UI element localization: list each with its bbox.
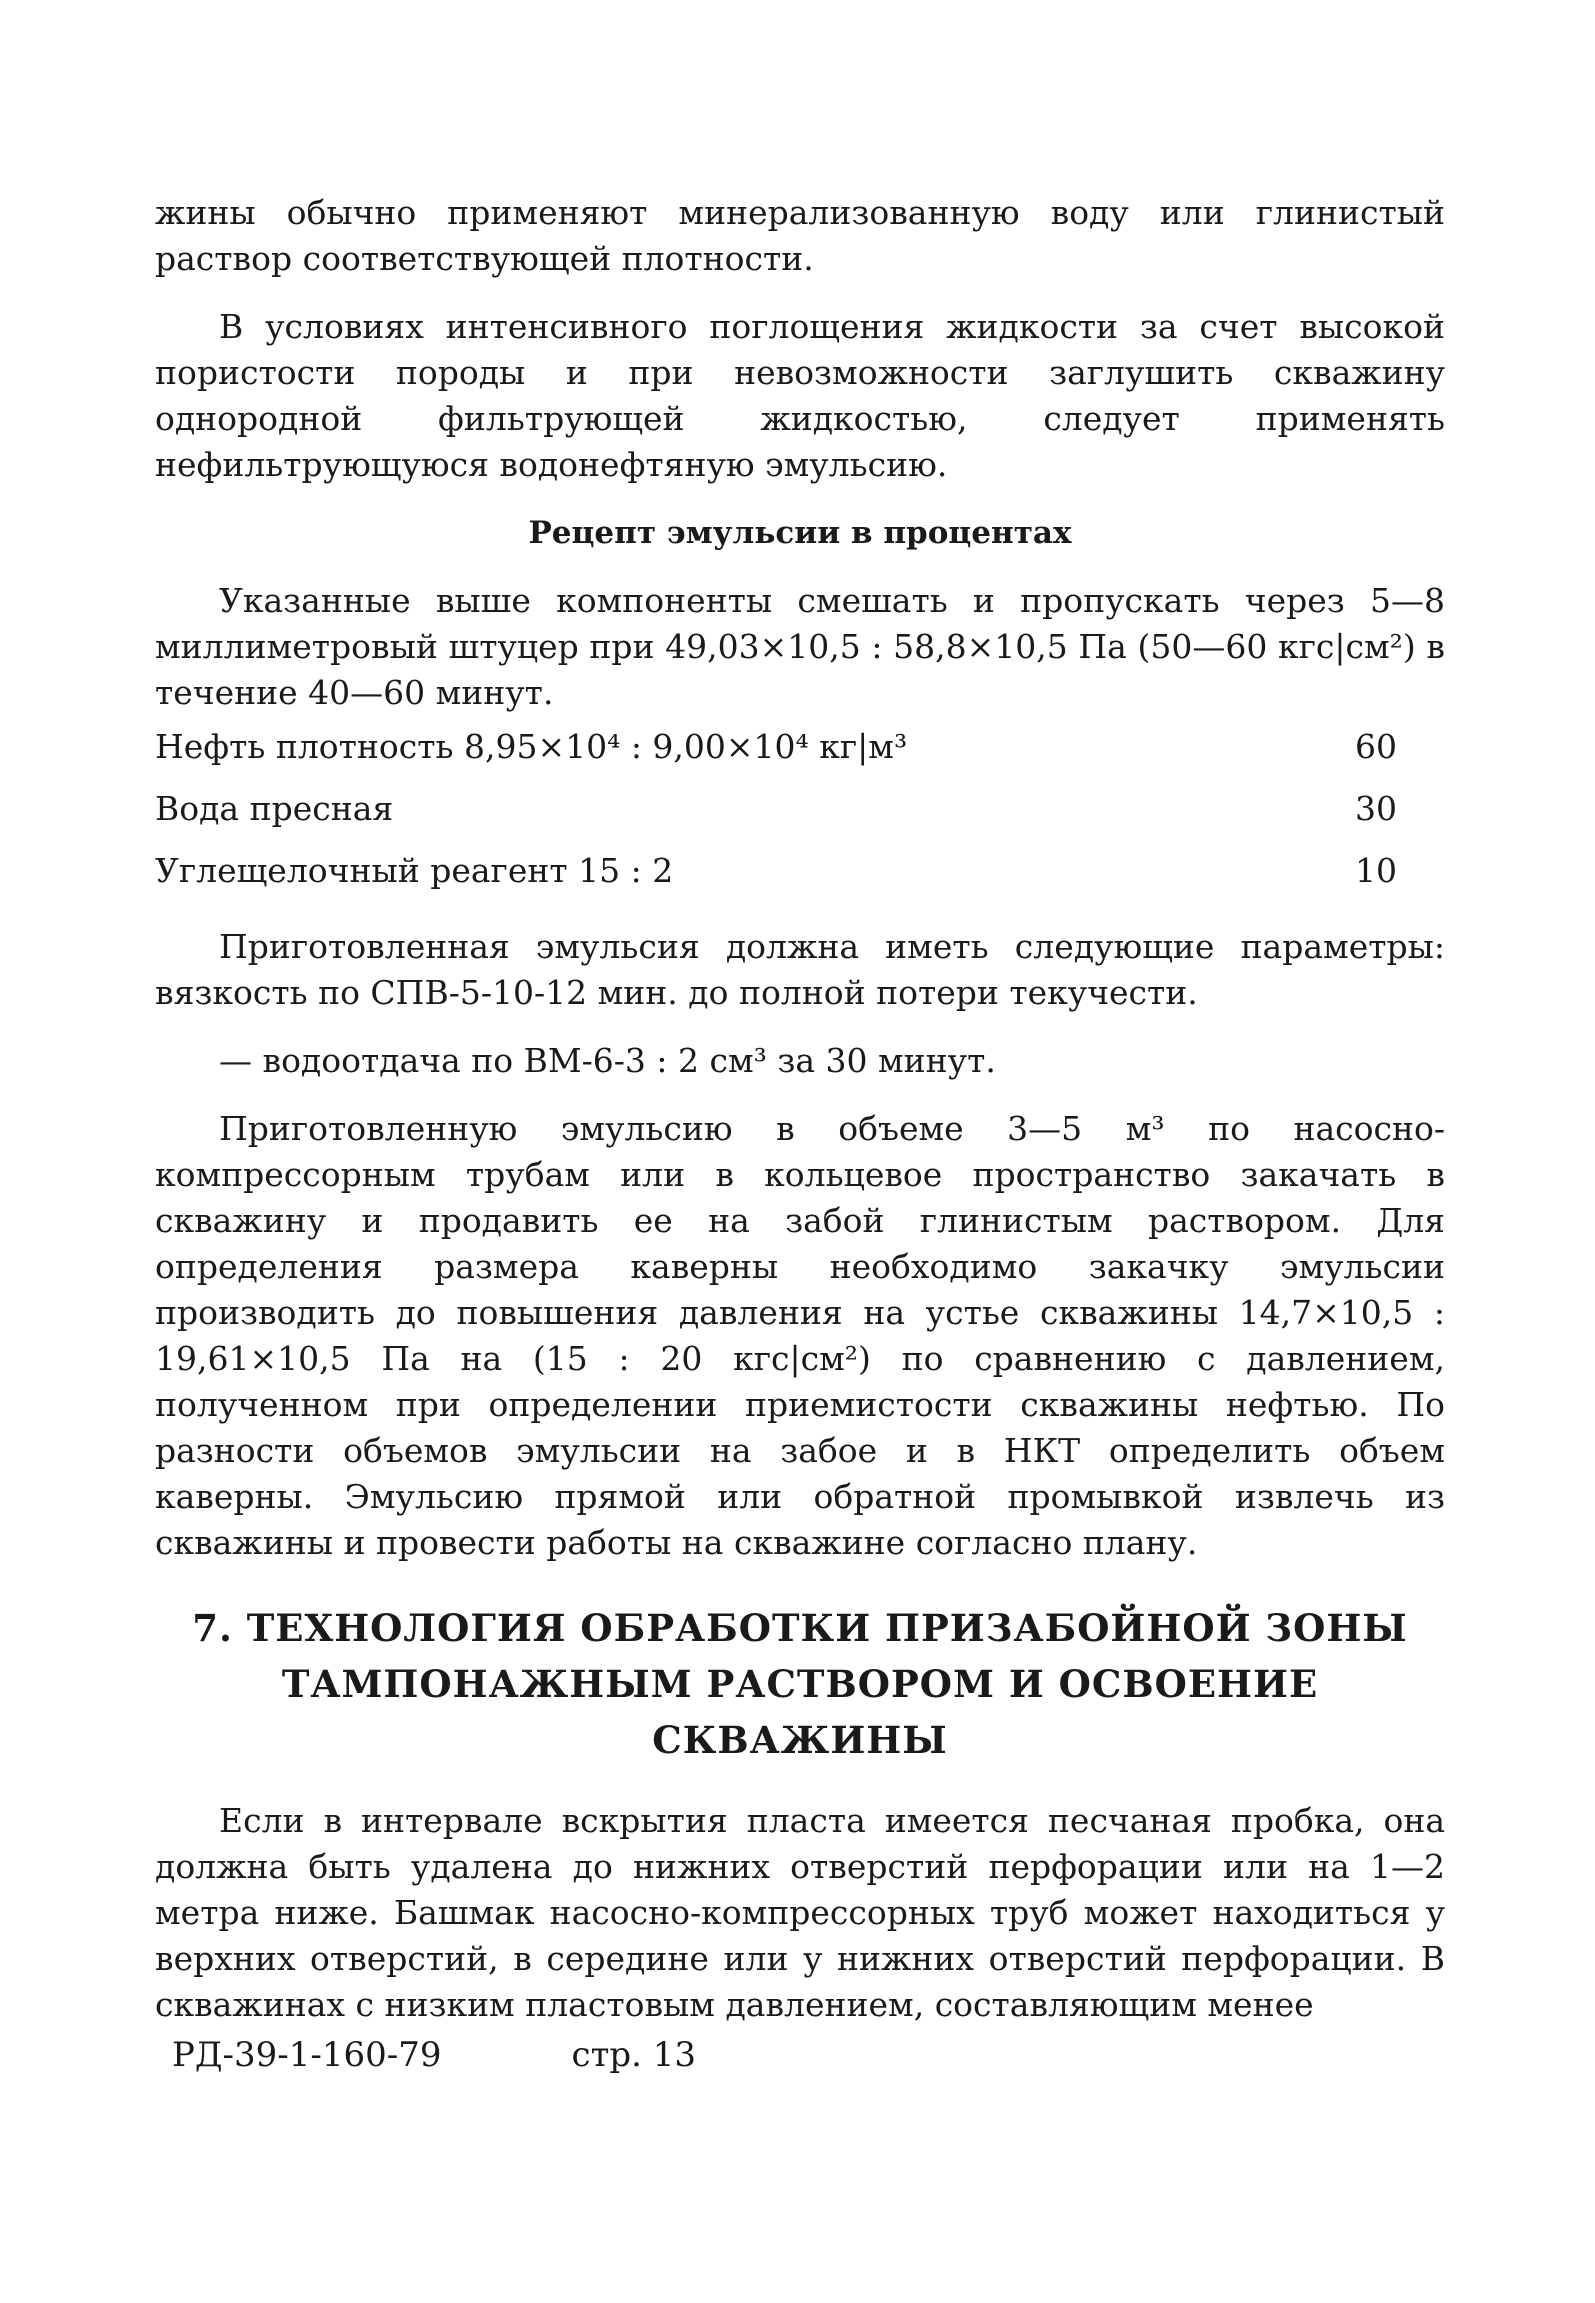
recipe-component: Нефть плотность 8,95×10⁴ : 9,00×10⁴ кг|м³ [155, 727, 908, 766]
recipe-percent: 30 [1355, 789, 1397, 828]
recipe-component: Углещелочный реагент 15 : 2 [155, 851, 674, 890]
page-number: стр. 13 [571, 2035, 697, 2075]
recipe-percent: 10 [1355, 851, 1397, 890]
document-id: РД-39-1-160-79 [172, 2035, 442, 2075]
recipe-component: Вода пресная [155, 789, 394, 828]
recipe-row [155, 716, 1445, 778]
recipe-percent: 60 [1355, 727, 1397, 766]
paragraph-parameters: Приготовленная эмульсия должна иметь следующие параметры: вязкость по СПВ-5-10-12 мин. до полной потери текучести. [155, 927, 1445, 1012]
paragraph-emulsion-intro: В условиях интенсивного поглощения жидкости за счет высокой пористости породы и при невозможности заглушить скважину однородной фильтрующей жидкостью, следует применять нефильтрующуюся водонефтяную эмульсию. [155, 307, 1445, 484]
recipe-title: Рецепт эмульсии в процентах [528, 515, 1072, 551]
recipe-table [155, 716, 1445, 902]
section-title-line2: ТАМПОНАЖНЫМ РАСТВОРОМ И ОСВОЕНИЕ СКВАЖИНЫ [281, 1662, 1319, 1762]
paragraph-procedure: Приготовленную эмульсию в объеме 3—5 м³ по насосно-компрессорным трубам или в кольцевое пространство закачать в скважину и продавить ее на забой глинистым раствором. Для определения размера каверны необходимо закачку эмульсии производить до повышения давления на устье скважины 14,7×10,5 : 19,61×10,5 Па на (15 : 20 кгс|см²) по сравнению с давлением, полученном при определении приемистости скважины нефтью. По разности объемов эмульсии на забое и в НКТ определить объем каверны. Эмульсию прямой или обратной промывкой извлечь из скважины и провести работы на скважине согласно плану. [155, 1109, 1445, 1562]
recipe-row [155, 840, 1445, 902]
paragraph-water-loss: — водоотдача по ВМ-6-3 : 2 см³ за 30 минут. [219, 1041, 996, 1080]
section-title-line1: 7. ТЕХНОЛОГИЯ ОБРАБОТКИ ПРИЗАБОЙНОЙ ЗОНЫ [192, 1606, 1408, 1650]
paragraph-continuation: жины обычно применяют минерализованную воду или глинистый раствор соответствующей плотности. [155, 193, 1445, 278]
recipe-row [155, 778, 1445, 840]
document-page [155, 190, 1445, 2028]
paragraph-mixing: Указанные выше компоненты смешать и пропускать через 5—8 миллиметровый штуцер при 49,03×10,5 : 58,8×10,5 Па (50—60 кгс|см²) в течение 40—60 минут. [155, 581, 1445, 712]
page-footer [172, 2035, 696, 2075]
paragraph-section-7: Если в интервале вскрытия пласта имеется песчаная пробка, она должна быть удалена до нижних отверстий перфорации или на 1—2 метра ниже. Башмак насосно-компрессорных труб может находиться у верхних отверстий, в середине или у нижних отверстий перфорации. В скважинах с низким пластовым давлением, составляющим менее [155, 1801, 1445, 2024]
